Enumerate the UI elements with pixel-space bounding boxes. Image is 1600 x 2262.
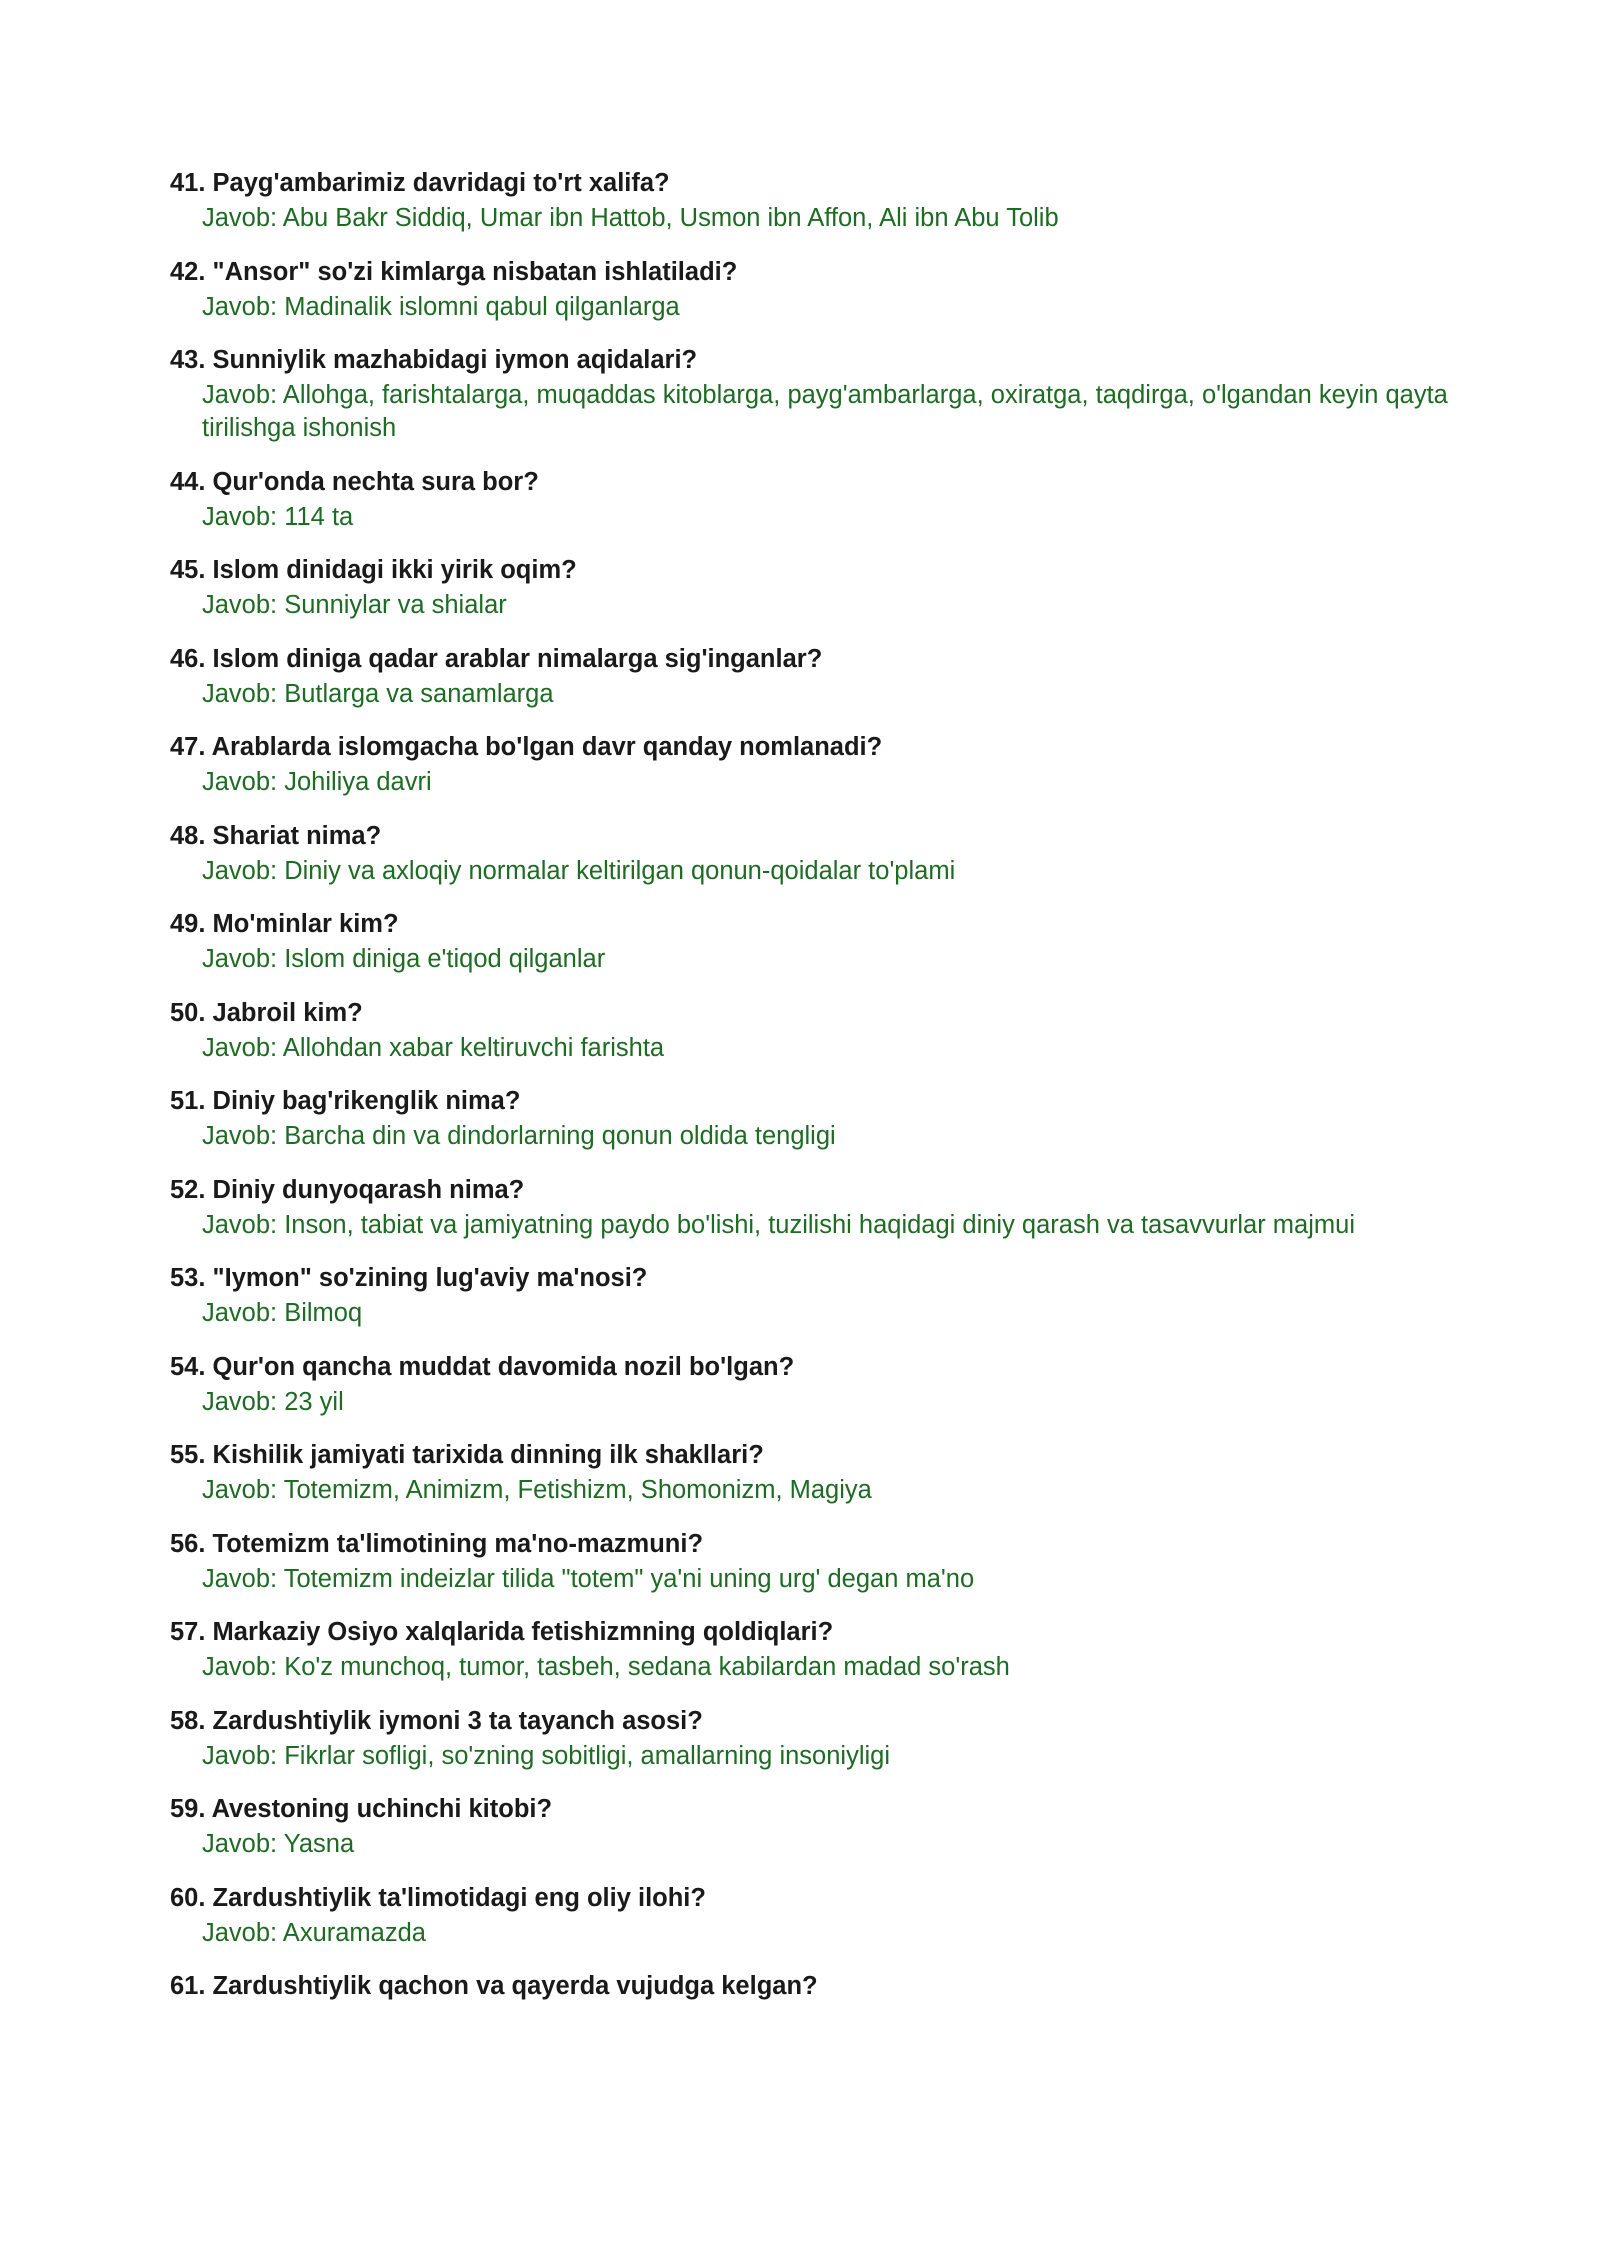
answer-text: Javob: Totemizm, Animizm, Fetishizm, Shomonizm, Magiya <box>202 1476 872 1504</box>
qa-item <box>170 1349 1460 1419</box>
answer-text: Javob: 23 yil <box>202 1387 344 1416</box>
question-text: 53. "Iymon" so'zining lug'aviy ma'nosi? <box>170 1264 648 1292</box>
qa-item <box>170 1614 1460 1684</box>
question-text: 59. Avestoning uchinchi kitobi? <box>170 1795 553 1823</box>
question-text: 57. Markaziy Osiyo xalqlarida fetishizmning qoldiqlari? <box>170 1618 834 1646</box>
question-text: 47. Arablarda islomgacha bo'lgan davr qanday nomlanadi? <box>170 733 883 761</box>
question-text: 56. Totemizm ta'limotining ma'no-mazmuni? <box>170 1529 704 1558</box>
qa-item <box>170 1968 1460 2005</box>
question-text: 48. Shariat nima? <box>170 821 382 850</box>
qa-item <box>170 1791 1460 1861</box>
question-text: 61. Zardushtiylik qachon va qayerda vujudga kelgan? <box>170 1972 818 2000</box>
qa-item <box>170 1437 1460 1507</box>
answer-text: Javob: 114 ta <box>202 502 354 531</box>
answer-text: Javob: Totemizm indeizlar tilida "totem" ya'ni uning urg' degan ma'no <box>202 1564 975 1593</box>
question-text: 50. Jabroil kim? <box>170 998 363 1027</box>
question-text: 44. Qur'onda nechta sura bor? <box>170 467 539 496</box>
qa-item <box>170 1880 1460 1950</box>
qa-item <box>170 1703 1460 1773</box>
qa-item <box>170 342 1460 445</box>
question-text: 55. Kishilik jamiyati tarixida dinning ilk shakllari? <box>170 1441 764 1469</box>
qa-item <box>170 1526 1460 1596</box>
question-text: 52. Diniy dunyoqarash nima? <box>170 1175 525 1204</box>
answer-text: Javob: Axuramazda <box>202 1918 426 1947</box>
question-text: 42. "Ansor" so'zi kimlarga nisbatan ishlatiladi? <box>170 257 738 286</box>
answer-text: Javob: Butlarga va sanamlarga <box>202 679 554 708</box>
answer-text: Javob: Barcha din va dindorlarning qonun oldida tengligi <box>202 1122 836 1150</box>
question-text: 58. Zardushtiylik iymoni 3 ta tayanch asosi? <box>170 1706 703 1735</box>
question-text: 45. Islom dinidagi ikki yirik oqim? <box>170 556 577 584</box>
question-text: 60. Zardushtiylik ta'limotidagi eng oliy ilohi? <box>170 1883 706 1912</box>
qa-item <box>170 1083 1460 1153</box>
answer-text: Javob: Abu Bakr Siddiq, Umar ibn Hattob, Usmon ibn Affon, Ali ibn Abu Tolib <box>202 204 1059 232</box>
answer-text: Javob: Ko'z munchoq, tumor, tasbeh, sedana kabilardan madad so'rash <box>202 1653 1010 1681</box>
answer-text: Javob: Johiliya davri <box>202 768 432 796</box>
qa-item <box>170 729 1460 799</box>
qa-item <box>170 818 1460 888</box>
answer-text: Javob: Madinalik islomni qabul qilganlarga <box>202 292 680 321</box>
answer-text: Javob: Islom diniga e'tiqod qilganlar <box>202 945 606 973</box>
answer-text: Javob: Sunniylar va shialar <box>202 591 507 619</box>
answer-text: Javob: Diniy va axloqiy normalar keltirilgan qonun-qoidalar to'plami <box>202 856 956 885</box>
answer-text: Javob: Allohdan xabar keltiruvchi farishta <box>202 1033 665 1062</box>
qa-item <box>170 995 1460 1065</box>
answer-text: Javob: Bilmoq <box>202 1299 363 1327</box>
qa-item <box>170 906 1460 976</box>
document-page <box>170 165 1460 2024</box>
question-text: 43. Sunniylik mazhabidagi iymon aqidalari? <box>170 346 698 374</box>
qa-item <box>170 464 1460 534</box>
question-text: 51. Diniy bag'rikenglik nima? <box>170 1087 521 1115</box>
answer-text: Javob: Inson, tabiat va jamiyatning paydo bo'lishi, tuzilishi haqidagi diniy qarash va tasavvurlar majmui <box>202 1210 1355 1239</box>
question-text: 54. Qur'on qancha muddat davomida nozil bo'lgan? <box>170 1352 795 1381</box>
answer-text: Javob: Allohga, farishtalarga, muqaddas kitoblarga, payg'ambarlarga, oxiratga, taqdirga, o'lgandan keyin qayta tirilishga ishonish <box>202 381 1448 442</box>
qa-item <box>170 1260 1460 1330</box>
qa-item <box>170 1172 1460 1242</box>
question-text: 49. Mo'minlar kim? <box>170 910 399 938</box>
answer-text: Javob: Yasna <box>202 1830 355 1858</box>
qa-item <box>170 552 1460 622</box>
qa-item <box>170 165 1460 235</box>
question-text: 46. Islom diniga qadar arablar nimalarga sig'inganlar? <box>170 644 823 673</box>
answer-text: Javob: Fikrlar sofligi, so'zning sobitligi, amallarning insoniyligi <box>202 1741 891 1770</box>
question-text: 41. Payg'ambarimiz davridagi to'rt xalifa? <box>170 169 670 197</box>
qa-item <box>170 641 1460 711</box>
qa-item <box>170 254 1460 324</box>
